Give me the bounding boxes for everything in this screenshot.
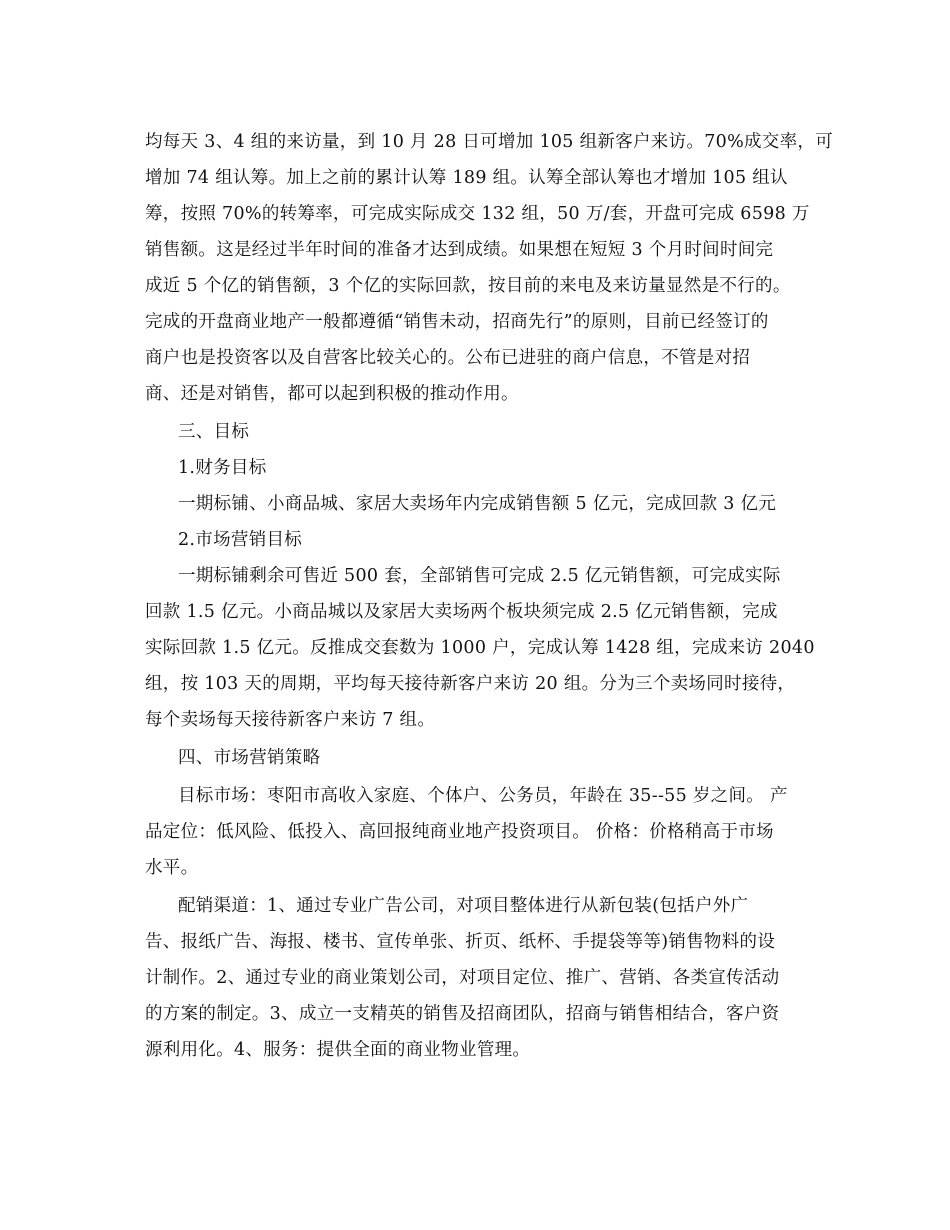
paragraph-line: 完成的开盘商业地产一般都遵循“销售未动，招商先行”的原则，目前已经签订的 xyxy=(145,312,769,332)
paragraph-line: 实际回款 1.5 亿元。反推成交套数为 1000 户，完成认筹 1428 组，完成来访 2040 xyxy=(145,638,815,658)
subsection-heading: 2.市场营销目标 xyxy=(178,530,303,550)
paragraph-line: 回款 1.5 亿元。小商品城以及家居大卖场两个板块须完成 2.5 亿元销售额，完成 xyxy=(145,602,778,622)
paragraph-line: 筹，按照 70%的转筹率，可完成实际成交 132 组，50 万/套，开盘可完成 6598 万 xyxy=(145,204,810,224)
paragraph-line: 目标市场：枣阳市高收入家庭、个体户、公务员，年龄在 35--55 岁之间。 产 xyxy=(178,786,788,806)
paragraph-line: 商户也是投资客以及自营客比较关心的。公布已进驻的商户信息，不管是对招 xyxy=(145,348,751,368)
paragraph-line: 每个卖场每天接待新客户来访 7 组。 xyxy=(145,710,436,730)
subsection-heading: 1.财务目标 xyxy=(178,458,267,478)
section-heading: 四、市场营销策略 xyxy=(178,748,321,768)
paragraph-line: 配销渠道：1、通过专业广告公司，对项目整体进行从新包装(包括户外广 xyxy=(178,896,749,916)
paragraph-line: 的方案的制定。3、成立一支精英的销售及招商团队，招商与销售相结合，客户资 xyxy=(145,1004,780,1024)
paragraph-line: 销售额。这是经过半年时间的准备才达到成绩。如果想在短短 3 个月时间时间完 xyxy=(145,240,774,260)
paragraph-line: 商、还是对销售，都可以起到积极的推动作用。 xyxy=(145,384,519,404)
paragraph-line: 组，按 103 天的周期，平均每天接待新客户来访 20 组。分为三个卖场同时接待， xyxy=(145,674,796,694)
paragraph-line: 计制作。2、通过专业的商业策划公司，对项目定位、推广、营销、各类宣传活动 xyxy=(145,968,780,988)
paragraph-line: 告、报纸广告、海报、楼书、宣传单张、折页、纸杯、手提袋等等)销售物料的设 xyxy=(145,932,776,952)
paragraph-line: 源利用化。4、服务：提供全面的商业物业管理。 xyxy=(145,1040,531,1060)
section-heading: 三、目标 xyxy=(178,422,250,442)
paragraph-line: 成近 5 个亿的销售额，3 个亿的实际回款，按目前的来电及来访量显然是不行的。 xyxy=(145,276,791,296)
paragraph-line: 品定位：低风险、低投入、高回报纯商业地产投资项目。 价格：价格稍高于市场 xyxy=(145,822,774,842)
paragraph-line: 水平。 xyxy=(145,858,199,878)
paragraph-line: 一期标铺剩余可售近 500 套，全部销售可完成 2.5 亿元销售额，可完成实际 xyxy=(178,566,781,586)
paragraph-line: 一期标铺、小商品城、家居大卖场年内完成销售额 5 亿元，完成回款 3 亿元 xyxy=(178,494,777,514)
paragraph-line: 增加 74 组认筹。加上之前的累计认筹 189 组。认筹全部认筹也才增加 105 组认 xyxy=(145,168,788,188)
paragraph-line: 均每天 3、4 组的来访量，到 10 月 28 日可增加 105 组新客户来访。70%成交率，可 xyxy=(145,132,834,152)
